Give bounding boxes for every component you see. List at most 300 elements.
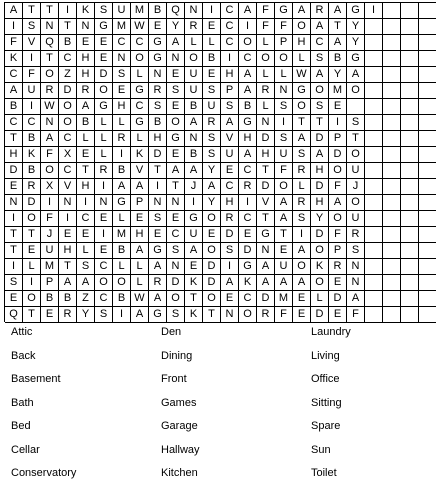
grid-cell [401, 227, 419, 243]
grid-cell: B [23, 163, 41, 179]
grid-cell [401, 307, 419, 323]
grid-cell: G [113, 195, 131, 211]
grid-cell: U [185, 83, 203, 99]
grid-cell: P [329, 131, 347, 147]
grid-cell: G [131, 115, 149, 131]
grid-cell: W [41, 99, 59, 115]
grid-cell: S [167, 243, 185, 259]
grid-cell: H [77, 67, 95, 83]
grid-cell: U [347, 211, 365, 227]
grid-cell: B [23, 131, 41, 147]
grid-cell: A [275, 195, 293, 211]
grid-cell: O [293, 99, 311, 115]
grid-cell: L [77, 243, 95, 259]
grid-cell: A [239, 83, 257, 99]
grid-cell: N [257, 243, 275, 259]
grid-cell: M [41, 259, 59, 275]
grid-cell [419, 99, 436, 115]
grid-cell: B [149, 115, 167, 131]
grid-cell: M [131, 3, 149, 19]
grid-cell: P [131, 195, 149, 211]
grid-cell: H [77, 51, 95, 67]
grid-cell: D [311, 131, 329, 147]
grid-cell: H [113, 99, 131, 115]
grid-cell: T [257, 211, 275, 227]
grid-cell: L [257, 67, 275, 83]
grid-cell: A [167, 35, 185, 51]
grid-cell: A [239, 147, 257, 163]
grid-cell: O [239, 307, 257, 323]
grid-cell [365, 195, 383, 211]
grid-cell: C [5, 67, 23, 83]
grid-cell [365, 131, 383, 147]
grid-cell: E [5, 291, 23, 307]
grid-cell: E [167, 67, 185, 83]
grid-cell: I [95, 227, 113, 243]
grid-cell: N [149, 67, 167, 83]
grid-cell: A [329, 35, 347, 51]
grid-cell: S [23, 19, 41, 35]
grid-cell: S [311, 99, 329, 115]
grid-cell: E [203, 227, 221, 243]
grid-cell: E [113, 83, 131, 99]
grid-cell: Y [329, 67, 347, 83]
grid-cell: R [23, 179, 41, 195]
grid-cell: H [221, 195, 239, 211]
grid-cell: M [329, 83, 347, 99]
grid-cell: U [221, 147, 239, 163]
grid-cell: S [347, 243, 365, 259]
word-list-item: Hallway [161, 443, 200, 456]
grid-cell: F [41, 147, 59, 163]
grid-cell: O [185, 51, 203, 67]
grid-cell: D [257, 291, 275, 307]
grid-cell: T [23, 3, 41, 19]
grid-cell: U [275, 259, 293, 275]
word-list-item: Kitchen [161, 467, 198, 479]
grid-cell: I [275, 115, 293, 131]
grid-cell: D [311, 307, 329, 323]
grid-cell: V [221, 131, 239, 147]
grid-cell: T [23, 227, 41, 243]
grid-cell: D [329, 147, 347, 163]
grid-cell: B [329, 51, 347, 67]
grid-cell: N [167, 195, 185, 211]
grid-cell: S [293, 211, 311, 227]
grid-cell: A [41, 131, 59, 147]
grid-cell: T [275, 227, 293, 243]
grid-cell: T [5, 243, 23, 259]
grid-cell: N [185, 3, 203, 19]
grid-cell: K [185, 307, 203, 323]
grid-cell: E [167, 211, 185, 227]
grid-cell: U [185, 67, 203, 83]
grid-cell [419, 259, 436, 275]
grid-cell: I [239, 19, 257, 35]
grid-cell: N [113, 51, 131, 67]
grid-cell: F [329, 227, 347, 243]
grid-cell: A [329, 195, 347, 211]
grid-cell: T [41, 51, 59, 67]
word-list-item: Bath [11, 396, 34, 409]
grid-cell [365, 67, 383, 83]
grid-cell: R [329, 259, 347, 275]
grid-cell: I [149, 179, 167, 195]
grid-cell: S [311, 51, 329, 67]
grid-cell: A [131, 307, 149, 323]
grid-cell: R [257, 83, 275, 99]
grid-cell: Y [167, 19, 185, 35]
grid-cell: G [95, 99, 113, 115]
grid-cell [365, 307, 383, 323]
grid-cell: T [5, 227, 23, 243]
grid-cell: O [311, 243, 329, 259]
grid-cell: B [5, 99, 23, 115]
grid-cell [365, 83, 383, 99]
grid-cell: D [221, 227, 239, 243]
grid-cell: O [347, 147, 365, 163]
grid-cell [419, 291, 436, 307]
grid-cell: O [275, 51, 293, 67]
grid-cell [419, 275, 436, 291]
grid-cell: O [347, 195, 365, 211]
grid-cell: O [311, 275, 329, 291]
grid-cell: G [347, 51, 365, 67]
grid-cell: I [23, 99, 41, 115]
grid-cell: E [167, 147, 185, 163]
word-list-item: Attic [11, 326, 33, 338]
grid-cell: U [203, 99, 221, 115]
grid-cell: I [239, 195, 257, 211]
grid-cell: R [41, 83, 59, 99]
grid-cell: D [311, 179, 329, 195]
grid-cell: C [95, 259, 113, 275]
grid-cell: K [77, 3, 95, 19]
grid-cell: C [113, 35, 131, 51]
grid-cell: F [257, 3, 275, 19]
grid-cell [383, 115, 401, 131]
grid-cell: E [239, 227, 257, 243]
grid-cell: C [239, 51, 257, 67]
grid-cell: A [293, 3, 311, 19]
grid-cell [419, 19, 436, 35]
grid-cell: E [95, 35, 113, 51]
grid-cell: N [95, 195, 113, 211]
grid-cell: O [59, 99, 77, 115]
grid-cell: K [131, 147, 149, 163]
grid-cell: O [203, 211, 221, 227]
word-search-grid [4, 2, 436, 322]
grid-cell: S [203, 83, 221, 99]
grid-cell: O [347, 83, 365, 99]
grid-cell: V [131, 163, 149, 179]
grid-cell: F [347, 307, 365, 323]
grid-cell: L [257, 35, 275, 51]
grid-cell: E [41, 307, 59, 323]
grid-cell: L [185, 35, 203, 51]
grid-cell [365, 291, 383, 307]
word-list-item: Games [161, 396, 197, 409]
grid-cell: G [347, 3, 365, 19]
grid-cell: S [221, 243, 239, 259]
grid-cell [347, 99, 365, 115]
grid-cell: A [77, 275, 95, 291]
grid-cell: S [203, 131, 221, 147]
grid-cell: C [5, 115, 23, 131]
grid-cell [383, 227, 401, 243]
grid-cell [383, 291, 401, 307]
grid-cell: A [239, 67, 257, 83]
grid-cell [401, 163, 419, 179]
grid-cell: L [95, 115, 113, 131]
grid-cell [401, 67, 419, 83]
grid-cell: G [275, 3, 293, 19]
grid-cell: T [185, 291, 203, 307]
grid-cell: U [23, 83, 41, 99]
grid-cell: N [275, 83, 293, 99]
grid-cell: G [149, 243, 167, 259]
grid-cell: O [293, 259, 311, 275]
grid-cell [383, 179, 401, 195]
grid-cell: R [257, 307, 275, 323]
grid-cell: Y [203, 163, 221, 179]
grid-cell: C [95, 291, 113, 307]
grid-cell: L [77, 131, 95, 147]
grid-cell: T [59, 19, 77, 35]
grid-cell: B [239, 99, 257, 115]
grid-cell [383, 131, 401, 147]
grid-cell: W [131, 291, 149, 307]
grid-cell: A [185, 243, 203, 259]
grid-cell: P [275, 35, 293, 51]
grid-cell: S [77, 259, 95, 275]
grid-cell: O [41, 163, 59, 179]
grid-cell: T [347, 131, 365, 147]
grid-cell: H [221, 67, 239, 83]
grid-cell: D [311, 227, 329, 243]
grid-cell: F [329, 179, 347, 195]
grid-cell: G [149, 307, 167, 323]
grid-cell: E [203, 67, 221, 83]
grid-cell: C [23, 115, 41, 131]
grid-cell: W [293, 67, 311, 83]
grid-cell: F [275, 307, 293, 323]
grid-cell [419, 227, 436, 243]
word-list-item: Front [161, 373, 187, 385]
grid-cell: J [41, 227, 59, 243]
grid-cell [419, 115, 436, 131]
grid-cell: S [167, 307, 185, 323]
grid-cell: I [293, 227, 311, 243]
grid-cell: E [221, 163, 239, 179]
grid-cell: R [77, 83, 95, 99]
grid-cell: N [347, 259, 365, 275]
grid-cell: S [113, 67, 131, 83]
grid-cell [401, 291, 419, 307]
grid-cell: E [329, 99, 347, 115]
grid-cell: Q [5, 307, 23, 323]
grid-cell: C [131, 99, 149, 115]
word-list-item: Living [311, 349, 340, 362]
grid-cell [365, 227, 383, 243]
grid-cell [419, 211, 436, 227]
grid-cell: E [77, 147, 95, 163]
grid-cell: B [59, 291, 77, 307]
grid-cell: Y [311, 211, 329, 227]
grid-cell [383, 211, 401, 227]
grid-cell [365, 115, 383, 131]
grid-cell [383, 3, 401, 19]
grid-cell: R [185, 19, 203, 35]
grid-cell: C [77, 211, 95, 227]
grid-cell [401, 115, 419, 131]
grid-cell: Y [347, 19, 365, 35]
grid-cell: L [131, 259, 149, 275]
grid-cell [365, 19, 383, 35]
grid-cell: H [257, 147, 275, 163]
grid-cell: L [113, 211, 131, 227]
grid-cell: A [257, 275, 275, 291]
word-list-item: Back [11, 349, 36, 362]
grid-cell: E [77, 35, 95, 51]
grid-cell: N [5, 195, 23, 211]
grid-cell: R [149, 275, 167, 291]
grid-cell: B [113, 163, 131, 179]
grid-cell [419, 147, 436, 163]
grid-cell: C [167, 227, 185, 243]
grid-cell: M [113, 19, 131, 35]
grid-cell [365, 211, 383, 227]
grid-cell [401, 259, 419, 275]
grid-cell: I [23, 51, 41, 67]
grid-cell [401, 195, 419, 211]
grid-cell: H [5, 147, 23, 163]
grid-cell [365, 275, 383, 291]
grid-cell: N [257, 115, 275, 131]
grid-cell [365, 259, 383, 275]
grid-cell: A [5, 3, 23, 19]
grid-cell: K [23, 147, 41, 163]
grid-cell [383, 83, 401, 99]
grid-cell: L [203, 35, 221, 51]
grid-cell [383, 99, 401, 115]
grid-cell: O [329, 211, 347, 227]
word-list-item: Spare [311, 420, 341, 432]
grid-cell: C [311, 35, 329, 51]
grid-cell: R [113, 131, 131, 147]
grid-cell: A [293, 131, 311, 147]
grid-cell [401, 275, 419, 291]
grid-cell [383, 243, 401, 259]
grid-cell: L [131, 67, 149, 83]
grid-cell: T [5, 131, 23, 147]
grid-cell: K [239, 275, 257, 291]
grid-cell: N [221, 307, 239, 323]
grid-cell [365, 179, 383, 195]
grid-cell: C [221, 3, 239, 19]
grid-cell [419, 243, 436, 259]
grid-cell: H [239, 131, 257, 147]
grid-cell: I [59, 3, 77, 19]
grid-cell [383, 259, 401, 275]
grid-cell [419, 51, 436, 67]
grid-cell: T [149, 163, 167, 179]
grid-cell: O [203, 243, 221, 259]
grid-cell [383, 67, 401, 83]
grid-cell: D [203, 275, 221, 291]
grid-cell: I [203, 3, 221, 19]
grid-cell: A [347, 291, 365, 307]
grid-cell: H [59, 243, 77, 259]
word-list-item: Dining [161, 349, 193, 362]
grid-cell: B [185, 147, 203, 163]
grid-cell: L [293, 179, 311, 195]
grid-cell [419, 195, 436, 211]
grid-cell: E [59, 227, 77, 243]
grid-cell: C [131, 35, 149, 51]
grid-cell: S [149, 211, 167, 227]
grid-cell: I [5, 19, 23, 35]
grid-cell: E [149, 227, 167, 243]
grid-cell: E [293, 291, 311, 307]
grid-cell: S [221, 99, 239, 115]
word-list-item: Sun [311, 443, 331, 456]
grid-cell: O [257, 51, 275, 67]
grid-cell: V [59, 179, 77, 195]
grid-cell [401, 131, 419, 147]
grid-cell: B [41, 291, 59, 307]
word-list-item: Basement [11, 373, 61, 385]
grid-cell [383, 19, 401, 35]
grid-cell: A [221, 115, 239, 131]
grid-cell [401, 179, 419, 195]
grid-cell: D [239, 243, 257, 259]
grid-cell: I [77, 195, 95, 211]
grid-cell: E [203, 19, 221, 35]
grid-cell: A [221, 275, 239, 291]
grid-cell [401, 3, 419, 19]
grid-cell: B [149, 3, 167, 19]
word-list-item: Garage [161, 420, 198, 432]
grid-cell: Y [77, 307, 95, 323]
grid-cell: I [95, 179, 113, 195]
word-list-item: Den [161, 326, 182, 338]
grid-cell: U [275, 147, 293, 163]
grid-cell [383, 275, 401, 291]
grid-cell: E [329, 275, 347, 291]
grid-cell: R [239, 179, 257, 195]
grid-cell: S [149, 99, 167, 115]
grid-cell: U [347, 163, 365, 179]
grid-cell: L [23, 259, 41, 275]
grid-cell: I [59, 211, 77, 227]
grid-cell [365, 243, 383, 259]
grid-cell: A [257, 259, 275, 275]
grid-cell: H [77, 179, 95, 195]
grid-cell: I [113, 147, 131, 163]
grid-cell: G [239, 259, 257, 275]
grid-cell: F [257, 19, 275, 35]
grid-cell: E [131, 211, 149, 227]
grid-cell [401, 35, 419, 51]
grid-cell: R [221, 211, 239, 227]
grid-cell: O [95, 83, 113, 99]
grid-cell: M [275, 291, 293, 307]
grid-cell: R [203, 115, 221, 131]
grid-cell: G [185, 211, 203, 227]
grid-cell: A [311, 19, 329, 35]
grid-cell: L [275, 67, 293, 83]
